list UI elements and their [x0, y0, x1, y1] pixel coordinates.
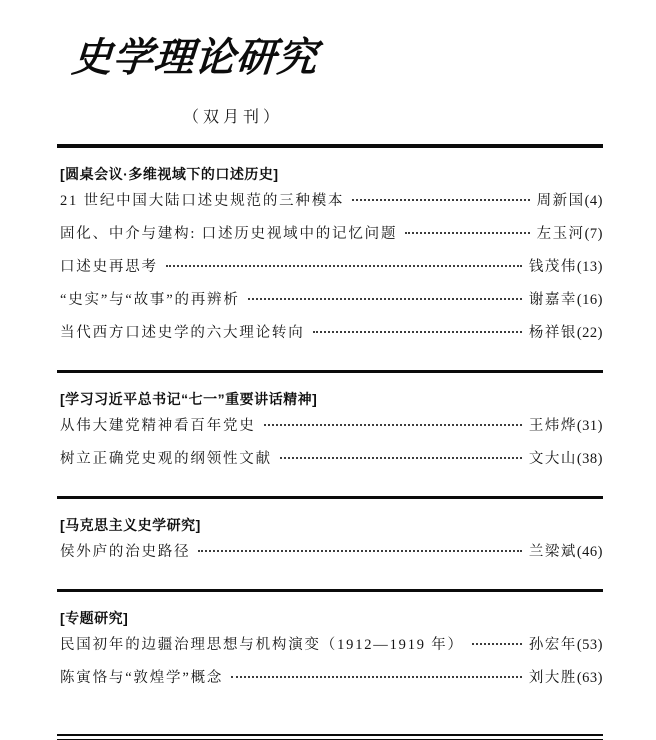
- article-title: 侯外庐的治史路径: [60, 544, 191, 560]
- section-header: [马克思主义史学研究]: [60, 517, 201, 533]
- article-ref: [529, 255, 603, 276]
- article-author: 刘大胜: [528, 670, 577, 686]
- toc-entry: [57, 414, 603, 447]
- toc-entry: [57, 255, 603, 288]
- article-ref: [529, 633, 603, 654]
- article-title: 当代西方口述史学的六大理论转向: [60, 325, 305, 341]
- article-ref: [529, 447, 603, 468]
- article-title: 口述史再思考: [60, 259, 158, 275]
- dot-leader: [231, 676, 522, 678]
- article-page: (63): [576, 670, 603, 686]
- article-page: (46): [576, 544, 603, 560]
- article-ref: [529, 414, 603, 435]
- toc-section-special-studies: [57, 608, 603, 715]
- article-ref: [537, 189, 603, 210]
- article-title: “史实”与“故事”的再辨析: [60, 292, 240, 308]
- toc-section-speech-spirit: [57, 389, 603, 496]
- article-author: 钱茂伟: [528, 259, 577, 275]
- section-divider: [57, 144, 603, 148]
- toc-entry: [57, 222, 603, 255]
- article-ref: [529, 321, 603, 342]
- article-page: (31): [576, 418, 603, 434]
- toc-section-marxist-historiography: [57, 515, 603, 589]
- article-author: 兰梁斌: [528, 544, 577, 560]
- toc-section-roundtable: [57, 164, 603, 370]
- article-title: 固化、中介与建构: 口述历史视域中的记忆问题: [60, 226, 398, 242]
- table-of-contents: [57, 144, 603, 740]
- article-page: (53): [576, 637, 603, 653]
- article-page: (13): [576, 259, 603, 275]
- article-ref: [529, 540, 603, 561]
- section-divider: [57, 370, 603, 373]
- article-title: 树立正确党史观的纲领性文献: [60, 451, 272, 467]
- dot-leader: [264, 424, 522, 426]
- article-title: 从伟大建党精神看百年党史: [60, 418, 256, 434]
- article-author: 孙宏年: [528, 637, 577, 653]
- article-author: 文大山: [528, 451, 577, 467]
- article-title: 21 世纪中国大陆口述史规范的三种模本: [60, 193, 345, 209]
- section-divider: [57, 589, 603, 592]
- article-title: 陈寅恪与“敦煌学”概念: [60, 670, 224, 686]
- journal-title: 史学理论研究: [70, 34, 320, 81]
- section-header: [学习习近平总书记“七一”重要讲话精神]: [60, 391, 318, 407]
- dot-leader: [405, 232, 529, 234]
- dot-leader: [313, 331, 522, 333]
- dot-leader: [280, 457, 522, 459]
- article-author: 谢嘉幸: [528, 292, 577, 308]
- toc-entry: [57, 321, 603, 354]
- article-page: (4): [584, 193, 603, 209]
- toc-entry: [57, 633, 603, 666]
- dot-leader: [248, 298, 522, 300]
- dot-leader: [166, 265, 522, 267]
- toc-entry: [57, 540, 603, 573]
- toc-entry: [57, 666, 603, 699]
- dot-leader: [472, 643, 522, 645]
- section-header: [圆桌会议·多维视域下的口述历史]: [60, 166, 279, 182]
- article-author: 王炜烨: [528, 418, 577, 434]
- toc-entry: [57, 288, 603, 321]
- article-author: 左玉河: [536, 226, 585, 242]
- article-author: 杨祥银: [528, 325, 577, 341]
- article-page: (22): [576, 325, 603, 341]
- dot-leader: [352, 199, 529, 201]
- section-header: [专题研究]: [60, 610, 129, 626]
- journal-subtitle: （双月刊）: [183, 109, 284, 126]
- article-author: 周新国: [536, 193, 585, 209]
- section-divider: [57, 496, 603, 499]
- article-page: (7): [584, 226, 603, 242]
- article-page: (38): [576, 451, 603, 467]
- article-ref: [529, 666, 603, 687]
- bottom-divider: [57, 734, 603, 740]
- article-page: (16): [576, 292, 603, 308]
- dot-leader: [198, 550, 521, 552]
- toc-entry: [57, 447, 603, 480]
- article-title: 民国初年的边疆治理思想与机构演变（1912—1919 年）: [60, 637, 464, 653]
- article-ref: [529, 288, 603, 309]
- article-ref: [537, 222, 603, 243]
- toc-entry: [57, 189, 603, 222]
